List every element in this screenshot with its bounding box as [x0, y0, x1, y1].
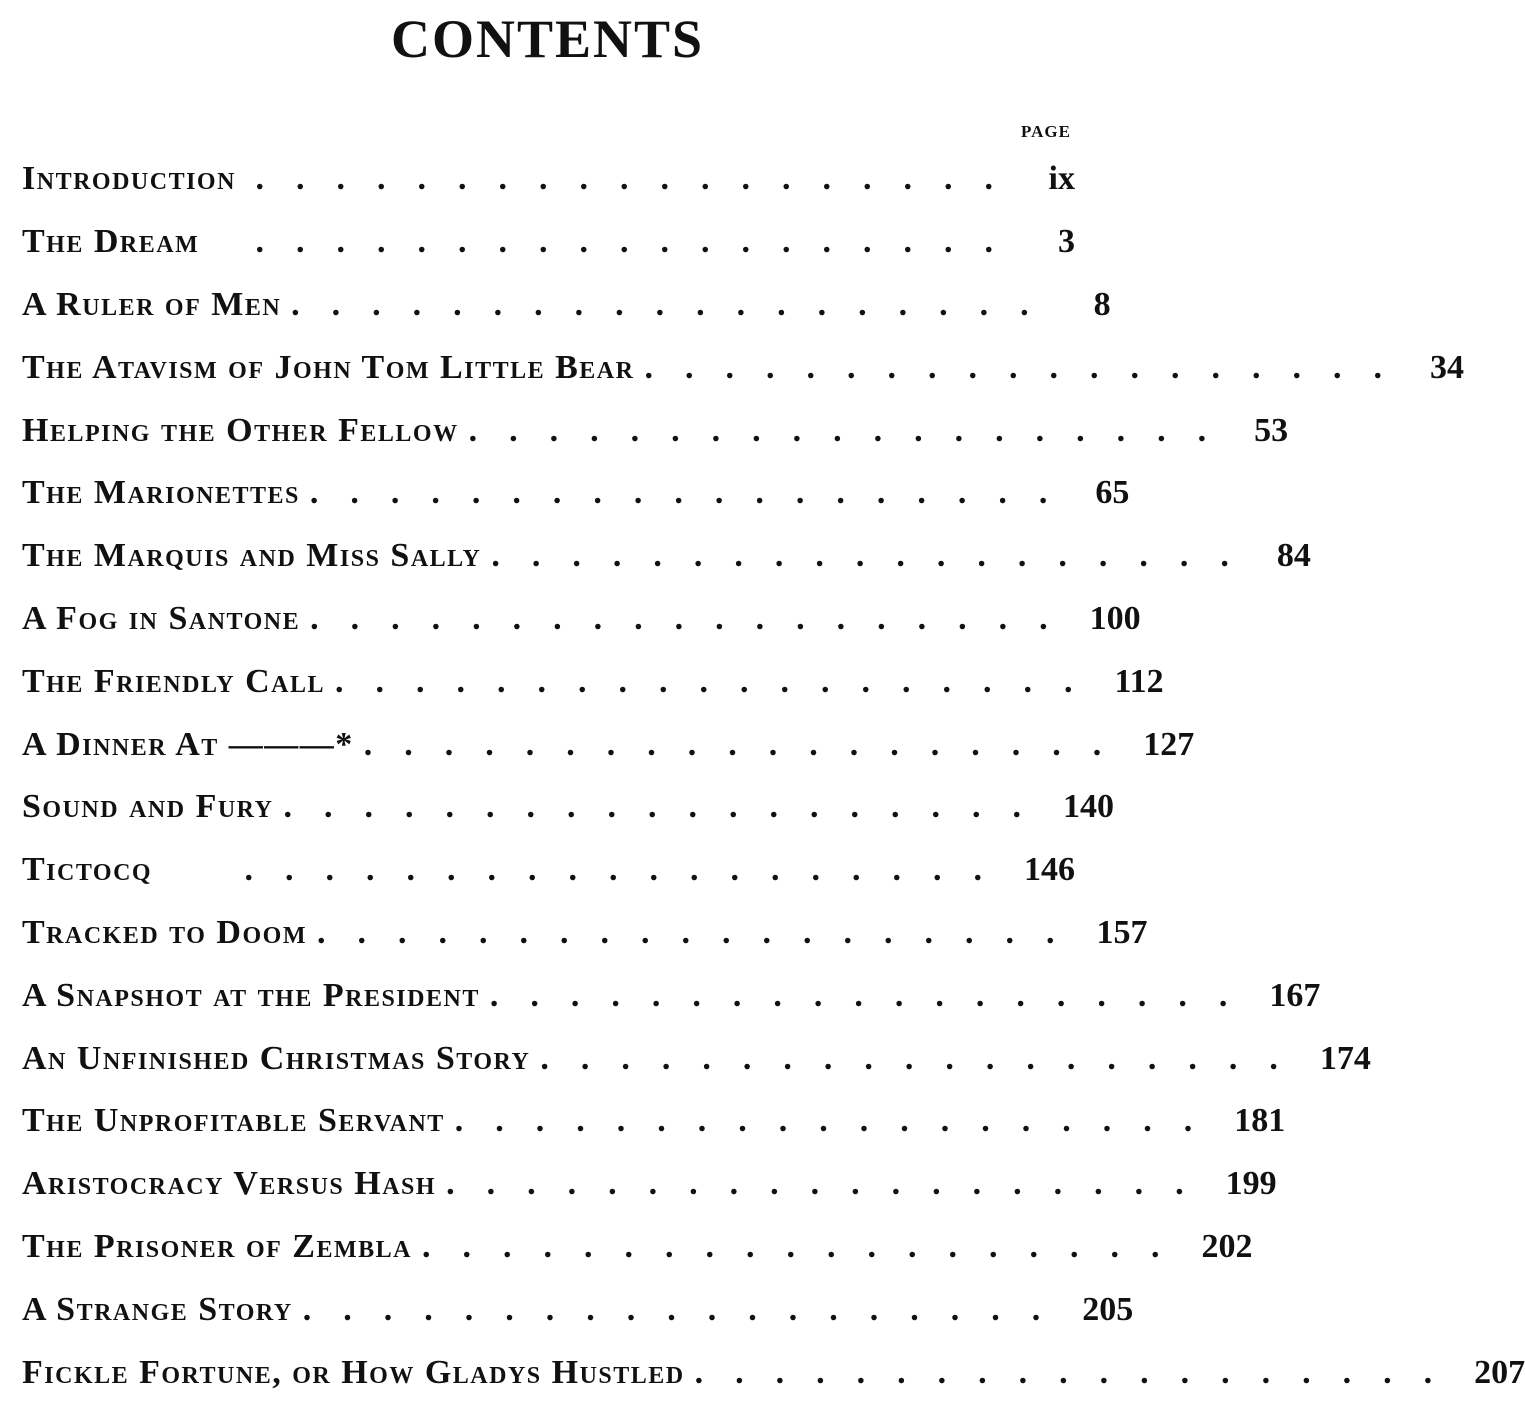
dot-leader: ................... — [302, 1290, 1073, 1328]
entry-title: The Marionettes — [22, 474, 300, 512]
toc-entry[interactable] — [22, 650, 1164, 713]
page-column-label: PAGE — [1021, 122, 1071, 141]
dot-leader: ................... — [335, 662, 1105, 700]
dot-leader: ................... — [540, 1039, 1310, 1077]
toc-entry[interactable] — [22, 462, 1130, 525]
page-number: 157 — [1096, 913, 1148, 951]
entry-title: A Snapshot at the President — [22, 976, 480, 1014]
contents-heading: CONTENTS — [390, 9, 705, 69]
dot-leader: ................... — [283, 788, 1053, 826]
entry-title: The Prisoner of Zembla — [22, 1227, 412, 1265]
dot-leader: ................... — [644, 348, 1414, 386]
toc-entry[interactable] — [22, 336, 1464, 399]
dot-leader: ................... — [316, 913, 1087, 951]
toc-entry[interactable] — [22, 274, 1111, 337]
dot-leader: ................... — [468, 411, 1239, 449]
page-number: ix — [1048, 160, 1075, 198]
entry-title: Helping the Other Fellow — [22, 411, 459, 449]
page-number: 205 — [1082, 1290, 1134, 1328]
table-of-contents — [22, 148, 1525, 1404]
toc-entry[interactable] — [22, 1341, 1525, 1404]
page-number: 146 — [1024, 851, 1075, 889]
entry-title: A Strange Story — [22, 1290, 293, 1328]
dot-leader: ................... — [309, 474, 1080, 512]
toc-entry[interactable] — [22, 588, 1141, 651]
dot-leader: ................... — [454, 1102, 1225, 1140]
entry-title: The Atavism of John Tom Little Bear — [22, 348, 635, 386]
entry-title: The Marquis and Miss Sally — [22, 537, 482, 575]
dot-leader: ................... — [489, 976, 1260, 1014]
entry-title: The Friendly Call — [22, 662, 326, 700]
dot-leader: ................... — [255, 160, 1025, 198]
page-number: 140 — [1063, 788, 1114, 826]
page-number: 100 — [1089, 599, 1141, 637]
toc-entry[interactable] — [22, 839, 1075, 902]
dot-leader: ................... — [422, 1227, 1192, 1265]
entry-title: An Unfinished Christmas Story — [22, 1039, 531, 1077]
toc-entry[interactable] — [22, 1153, 1277, 1216]
page-number: 3 — [1058, 223, 1075, 261]
entry-title: Introduction — [22, 160, 236, 198]
toc-entry[interactable] — [22, 776, 1114, 839]
page-number: 174 — [1319, 1039, 1371, 1077]
toc-entry[interactable] — [22, 1216, 1253, 1279]
toc-entry[interactable] — [22, 1027, 1371, 1090]
dot-leader: ................... — [363, 725, 1134, 763]
page-number: 8 — [1093, 285, 1111, 323]
toc-entry[interactable] — [22, 902, 1148, 965]
entry-title: Tictocq — [22, 851, 153, 889]
dot-leader: ................... — [491, 537, 1261, 575]
toc-entry[interactable] — [22, 1090, 1286, 1153]
entry-title: A Fog in Santone — [22, 599, 301, 637]
page-number: 181 — [1234, 1102, 1286, 1140]
dot-leader: ................... — [310, 599, 1080, 637]
page-number: 112 — [1114, 662, 1164, 700]
page-number: 65 — [1095, 474, 1130, 512]
dot-leader: ................... — [446, 1165, 1216, 1203]
toc-entry[interactable] — [22, 964, 1321, 1027]
page-number: 53 — [1254, 411, 1289, 449]
entry-title: Aristocracy Versus Hash — [22, 1165, 437, 1203]
page-number: 199 — [1225, 1165, 1277, 1203]
toc-entry[interactable] — [22, 1278, 1134, 1341]
page-number: 84 — [1276, 537, 1311, 575]
entry-title: Fickle Fortune, or How Gladys Hustled — [22, 1353, 685, 1391]
toc-entry[interactable] — [22, 399, 1289, 462]
page-number: 207 — [1474, 1353, 1525, 1391]
toc-entry[interactable] — [22, 148, 1075, 211]
page-number: 167 — [1269, 976, 1321, 1014]
toc-entry[interactable] — [22, 713, 1195, 776]
dot-leader: ................... — [255, 223, 1025, 261]
entry-title: Sound and Fury — [22, 788, 274, 826]
page-number: 202 — [1201, 1227, 1253, 1265]
toc-entry[interactable] — [22, 211, 1075, 274]
entry-title: The Unprofitable Servant — [22, 1102, 445, 1140]
toc-entry[interactable] — [22, 525, 1311, 588]
entry-title: A Dinner At ———* — [22, 725, 354, 763]
page-number: 34 — [1429, 348, 1464, 386]
dot-leader: ................... — [291, 285, 1061, 323]
entry-title: The Dream — [22, 223, 200, 261]
entry-title: A Ruler of Men — [22, 285, 282, 323]
entry-title: Tracked to Doom — [22, 913, 307, 951]
dot-leader: ................... — [694, 1353, 1465, 1391]
page-number: 127 — [1143, 725, 1195, 763]
dot-leader: ................... — [244, 851, 1014, 889]
